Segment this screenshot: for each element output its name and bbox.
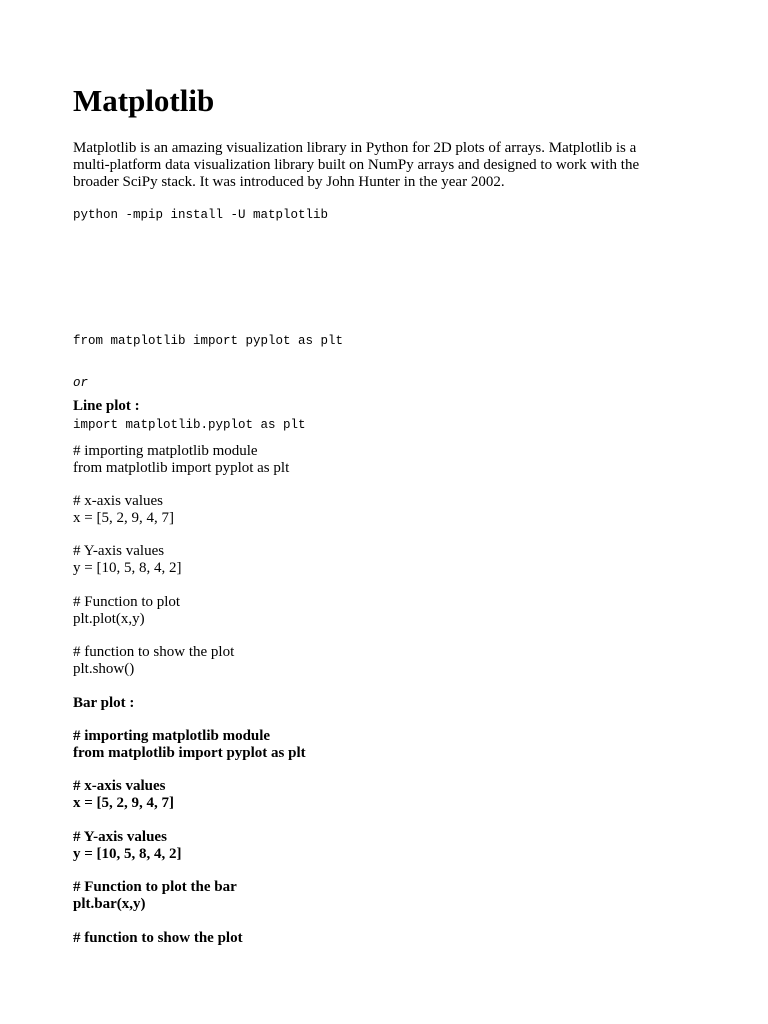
bar-plot-code-line: x = [5, 2, 9, 4, 7] <box>73 795 175 811</box>
line-plot-code-line: # x-axis values <box>73 493 163 509</box>
line-plot-code-line: # Y-axis values <box>73 543 165 559</box>
bar-plot-code-line: # function to show the plot <box>73 930 243 946</box>
intro-line: multi-platform data visualization library built on NumPy arrays and designed to work with the <box>73 157 640 173</box>
intro-paragraph <box>73 140 673 191</box>
bar-plot-code-line: from matplotlib import pyplot as plt <box>73 745 306 761</box>
line-plot-code-line: plt.plot(x,y) <box>73 611 145 627</box>
bar-plot-heading: Bar plot : <box>73 695 135 711</box>
install-command: python -mpip install -U matplotlib <box>73 208 329 222</box>
intro-line: Matplotlib is an amazing visualization library in Python for 2D plots of arrays. Matplotlib is a <box>73 140 637 156</box>
bar-plot-code-line: plt.bar(x,y) <box>73 896 146 912</box>
line-plot-code-line: y = [10, 5, 8, 4, 2] <box>73 560 182 576</box>
page-title: Matplotlib <box>73 83 215 118</box>
line-plot-code-line: # function to show the plot <box>73 644 235 660</box>
line-plot-heading: Line plot : <box>73 398 140 414</box>
bar-plot-code-line: # Function to plot the bar <box>73 879 237 895</box>
line-plot-code-line: from matplotlib import pyplot as plt <box>73 460 290 476</box>
import-line-from: from matplotlib import pyplot as plt <box>73 334 344 348</box>
line-plot-code-line: # importing matplotlib module <box>73 443 258 459</box>
import-or-label: or <box>73 376 89 390</box>
import-line-import: import matplotlib.pyplot as plt <box>73 418 306 432</box>
line-plot-code-line: # Function to plot <box>73 594 181 610</box>
bar-plot-code-line: # Y-axis values <box>73 829 167 845</box>
intro-line: broader SciPy stack. It was introduced by John Hunter in the year 2002. <box>73 174 505 190</box>
bar-plot-code-line: # importing matplotlib module <box>73 728 271 744</box>
bar-plot-code-line: # x-axis values <box>73 778 166 794</box>
bar-plot-code-line: y = [10, 5, 8, 4, 2] <box>73 846 182 862</box>
line-plot-code-line: plt.show() <box>73 661 135 677</box>
line-plot-code-line: x = [5, 2, 9, 4, 7] <box>73 510 174 526</box>
import-code-block <box>73 306 343 460</box>
